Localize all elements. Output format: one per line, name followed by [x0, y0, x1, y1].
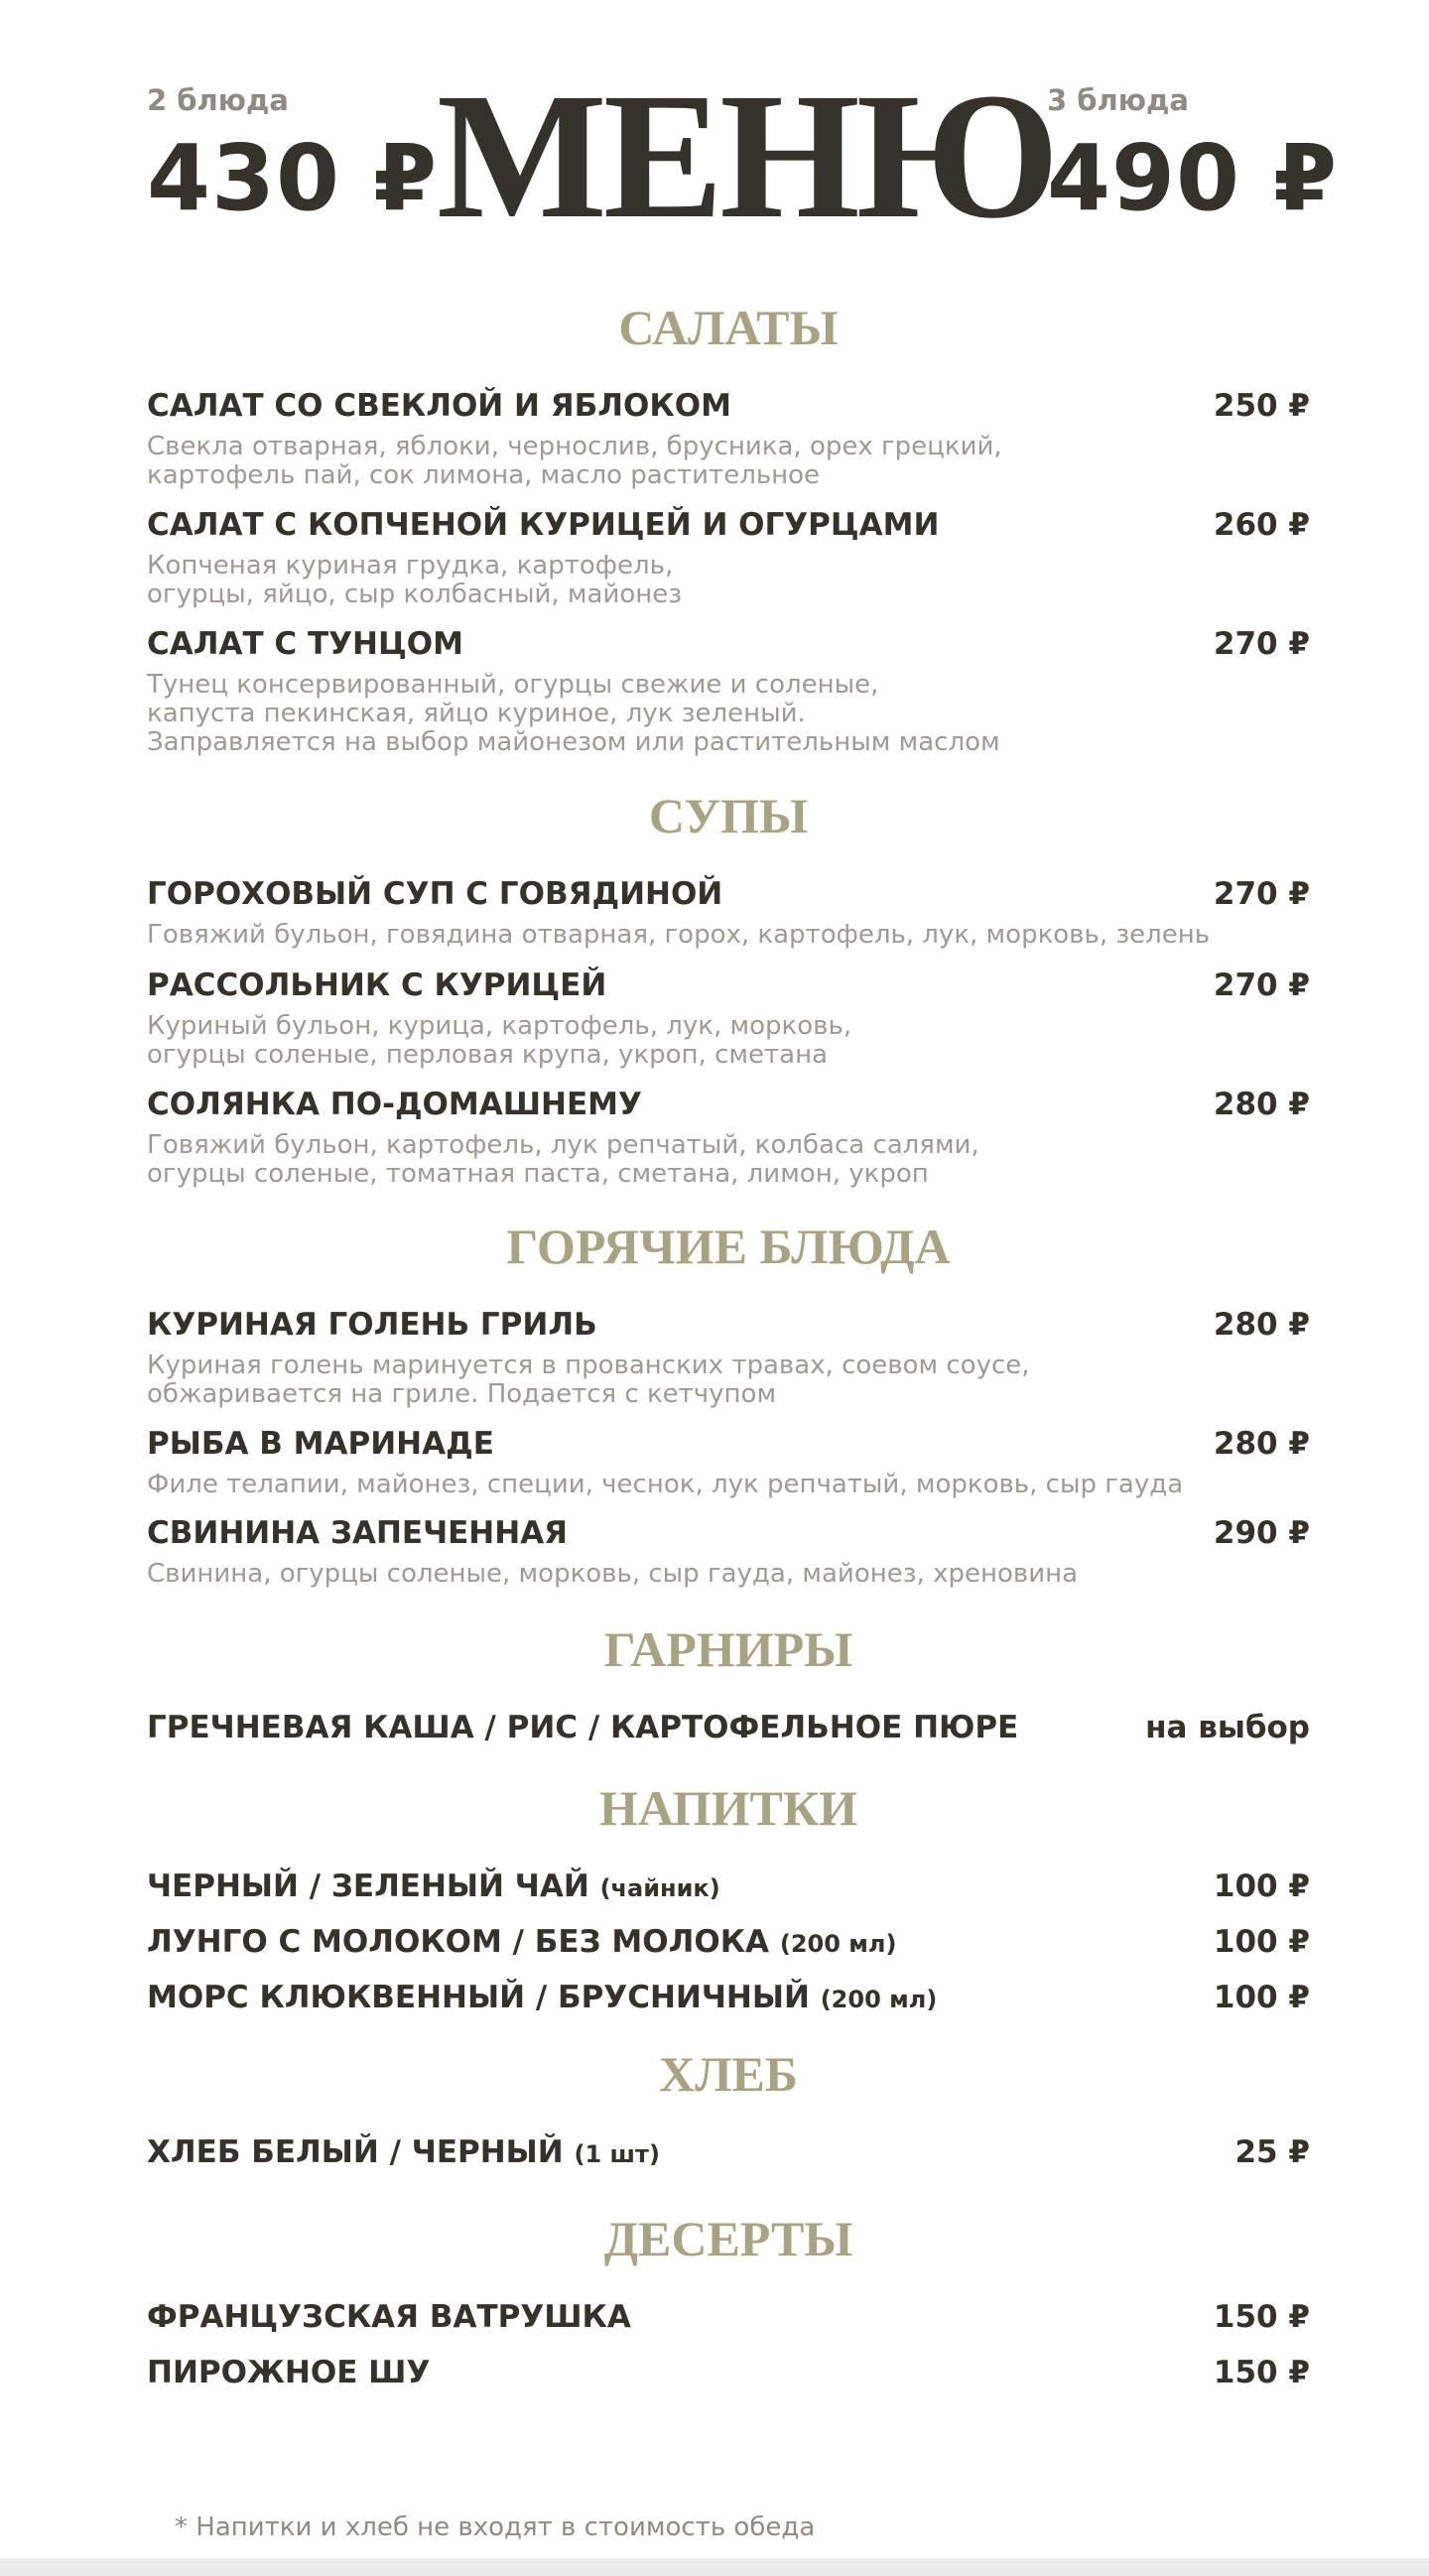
item-price: 100 ₽ [1213, 1980, 1310, 2015]
item-description-line: обжаривается на гриле. Подается с кетчупом [147, 1379, 777, 1409]
item-name [147, 387, 731, 425]
item-name [147, 1514, 568, 1552]
footnote: * Напитки и хлеб не входят в стоимость обеда [175, 2512, 816, 2542]
item-name [147, 2133, 660, 2173]
item-name [147, 1306, 597, 1344]
item-name-text: МОРС КЛЮКВЕННЫЙ / БРУСНИЧНЫЙ [147, 1980, 810, 2015]
menu-item [147, 2298, 1310, 2336]
item-name [147, 1979, 937, 2018]
item-name [147, 1868, 720, 1907]
item-price: на выбор [1145, 1710, 1310, 1745]
bottom-strip [0, 2558, 1429, 2576]
menu-item [147, 1923, 1310, 1961]
menu-item [147, 625, 1310, 757]
item-description [147, 1352, 1310, 1409]
item-description-line: огурцы соленые, перловая крупа, укроп, сметана [147, 1040, 829, 1070]
item-description-line: Филе телапии, майонез, специи, чеснок, лук репчатый, морковь, сыр гауда [147, 1470, 1184, 1499]
section-title: НАПИТКИ [598, 1780, 858, 1836]
item-price: 290 ₽ [1213, 1515, 1310, 1551]
item-name-text: ГРЕЧНЕВАЯ КАША / РИС / КАРТОФЕЛЬНОЕ ПЮРЕ [147, 1710, 1019, 1745]
item-note: (1 шт) [574, 2140, 660, 2168]
item-description-line: Заправляется на выбор майонезом или растительным маслом [147, 727, 1000, 757]
two-course-caption: 2 блюда [147, 83, 289, 117]
section-title: САЛАТЫ [618, 300, 839, 355]
item-name-text: РАССОЛЬНИК С КУРИЦЕЙ [147, 967, 607, 1003]
item-price: 280 ₽ [1213, 1087, 1310, 1122]
item-price: 270 ₽ [1213, 967, 1310, 1003]
menu-item [147, 966, 1310, 1070]
menu-item [147, 1425, 1310, 1499]
menu-item [147, 1514, 1310, 1589]
item-name-text: ХЛЕБ БЕЛЫЙ / ЧЕРНЫЙ [147, 2134, 564, 2170]
menu-item [147, 875, 1310, 950]
item-name-text: ЛУНГО С МОЛОКОМ / БЕЗ МОЛОКА [147, 1924, 770, 1960]
item-price: 100 ₽ [1213, 1924, 1310, 1960]
section-title: ГАРНИРЫ [603, 1621, 853, 1677]
menu-item [147, 1086, 1310, 1189]
menu-item [147, 1306, 1310, 1409]
item-name [147, 625, 463, 663]
item-name [147, 1086, 642, 1123]
item-description-line: Куриная голень маринуется в прованских травах, соевом соусе, [147, 1351, 1030, 1380]
menu-item [147, 2354, 1310, 2391]
item-name-text: ПИРОЖНОЕ ШУ [147, 2355, 431, 2390]
item-description [147, 433, 1310, 490]
item-name [147, 506, 939, 544]
item-note: (200 мл) [820, 1986, 938, 2013]
item-name-text: РЫБА В МАРИНАДЕ [147, 1426, 494, 1462]
item-name-text: ЧЕРНЫЙ / ЗЕЛЕНЫЙ ЧАЙ [147, 1868, 589, 1904]
item-price: 150 ₽ [1213, 2299, 1310, 2335]
item-price: 25 ₽ [1234, 2134, 1310, 2170]
section-title: СУПЫ [648, 788, 809, 843]
section-title: ГОРЯЧИЕ БЛЮДА [506, 1219, 951, 1274]
item-name-text: СВИНИНА ЗАПЕЧЕННАЯ [147, 1515, 569, 1551]
item-description-line: Копченая куриная грудка, картофель, [147, 551, 674, 580]
item-name [147, 2354, 430, 2391]
menu-item [147, 2133, 1310, 2171]
three-course-price: 490 ₽ [1047, 125, 1339, 231]
item-price: 260 ₽ [1213, 507, 1310, 543]
item-description [147, 1012, 1310, 1070]
item-name [147, 1709, 1018, 1746]
three-course-price-block [1047, 83, 1339, 231]
item-price: 250 ₽ [1213, 388, 1310, 424]
item-name [147, 875, 722, 913]
two-course-price: 430 ₽ [147, 125, 439, 231]
item-description-line: Говяжий бульон, говядина отварная, горох, картофель, лук, морковь, зелень [147, 920, 1211, 950]
item-name-text: САЛАТ С КОПЧЕНОЙ КУРИЦЕЙ И ОГУРЦАМИ [147, 507, 940, 543]
item-name-text: СОЛЯНКА ПО-ДОМАШНЕМУ [147, 1087, 642, 1122]
item-name-text: САЛАТ С ТУНЦОМ [147, 626, 463, 662]
item-description-line: огурцы, яйцо, сыр колбасный, майонез [147, 580, 683, 609]
item-description [147, 671, 1310, 757]
item-price: 280 ₽ [1213, 1307, 1310, 1343]
item-description-line: Свекла отварная, яблоки, чернослив, брусника, орех грецкий, [147, 432, 1002, 461]
two-course-price-block [147, 83, 439, 231]
item-name-text: ФРАНЦУЗСКАЯ ВАТРУШКА [147, 2299, 631, 2335]
item-name [147, 1425, 494, 1463]
item-price: 270 ₽ [1213, 876, 1310, 912]
section-title: ХЛЕБ [659, 2046, 798, 2102]
item-description [147, 1131, 1310, 1189]
item-name-text: САЛАТ СО СВЕКЛОЙ И ЯБЛОКОМ [147, 388, 731, 424]
item-description-line: Тунец консервированный, огурцы свежие и соленые, [147, 670, 879, 700]
item-price: 100 ₽ [1213, 1868, 1310, 1904]
item-description [147, 1560, 1310, 1589]
item-note: (200 мл) [779, 1930, 897, 1958]
item-price: 270 ₽ [1213, 626, 1310, 662]
item-note: (чайник) [599, 1874, 720, 1902]
item-name [147, 966, 606, 1004]
item-description-line: Говяжий бульон, картофель, лук репчатый, колбаса салями, [147, 1130, 979, 1160]
item-price: 150 ₽ [1213, 2355, 1310, 2390]
section-title: ДЕСЕРТЫ [603, 2211, 853, 2266]
item-name-text: КУРИНАЯ ГОЛЕНЬ ГРИЛЬ [147, 1307, 597, 1343]
item-name [147, 2298, 631, 2336]
menu-item [147, 506, 1310, 609]
item-description-line: капуста пекинская, яйцо куриное, лук зеленый. [147, 699, 806, 728]
menu-title: МЕНЮ [437, 57, 1056, 256]
item-description-line: огурцы соленые, томатная паста, сметана, лимон, укроп [147, 1159, 929, 1189]
item-description [147, 552, 1310, 609]
item-description-line: Куриный бульон, курица, картофель, лук, морковь, [147, 1011, 852, 1041]
item-description-line: Свинина, огурцы соленые, морковь, сыр гауда, майонез, хреновина [147, 1559, 1079, 1589]
menu-item [147, 1709, 1310, 1746]
menu-item [147, 387, 1310, 490]
item-price: 280 ₽ [1213, 1426, 1310, 1462]
menu-item [147, 1979, 1310, 2016]
item-description [147, 921, 1310, 950]
item-description [147, 1471, 1310, 1499]
item-description-line: картофель пай, сок лимона, масло растительное [147, 460, 821, 490]
item-name [147, 1923, 896, 1963]
item-name-text: ГОРОХОВЫЙ СУП С ГОВЯДИНОЙ [147, 876, 723, 912]
menu-item [147, 1868, 1310, 1905]
three-course-caption: 3 блюда [1047, 83, 1189, 117]
